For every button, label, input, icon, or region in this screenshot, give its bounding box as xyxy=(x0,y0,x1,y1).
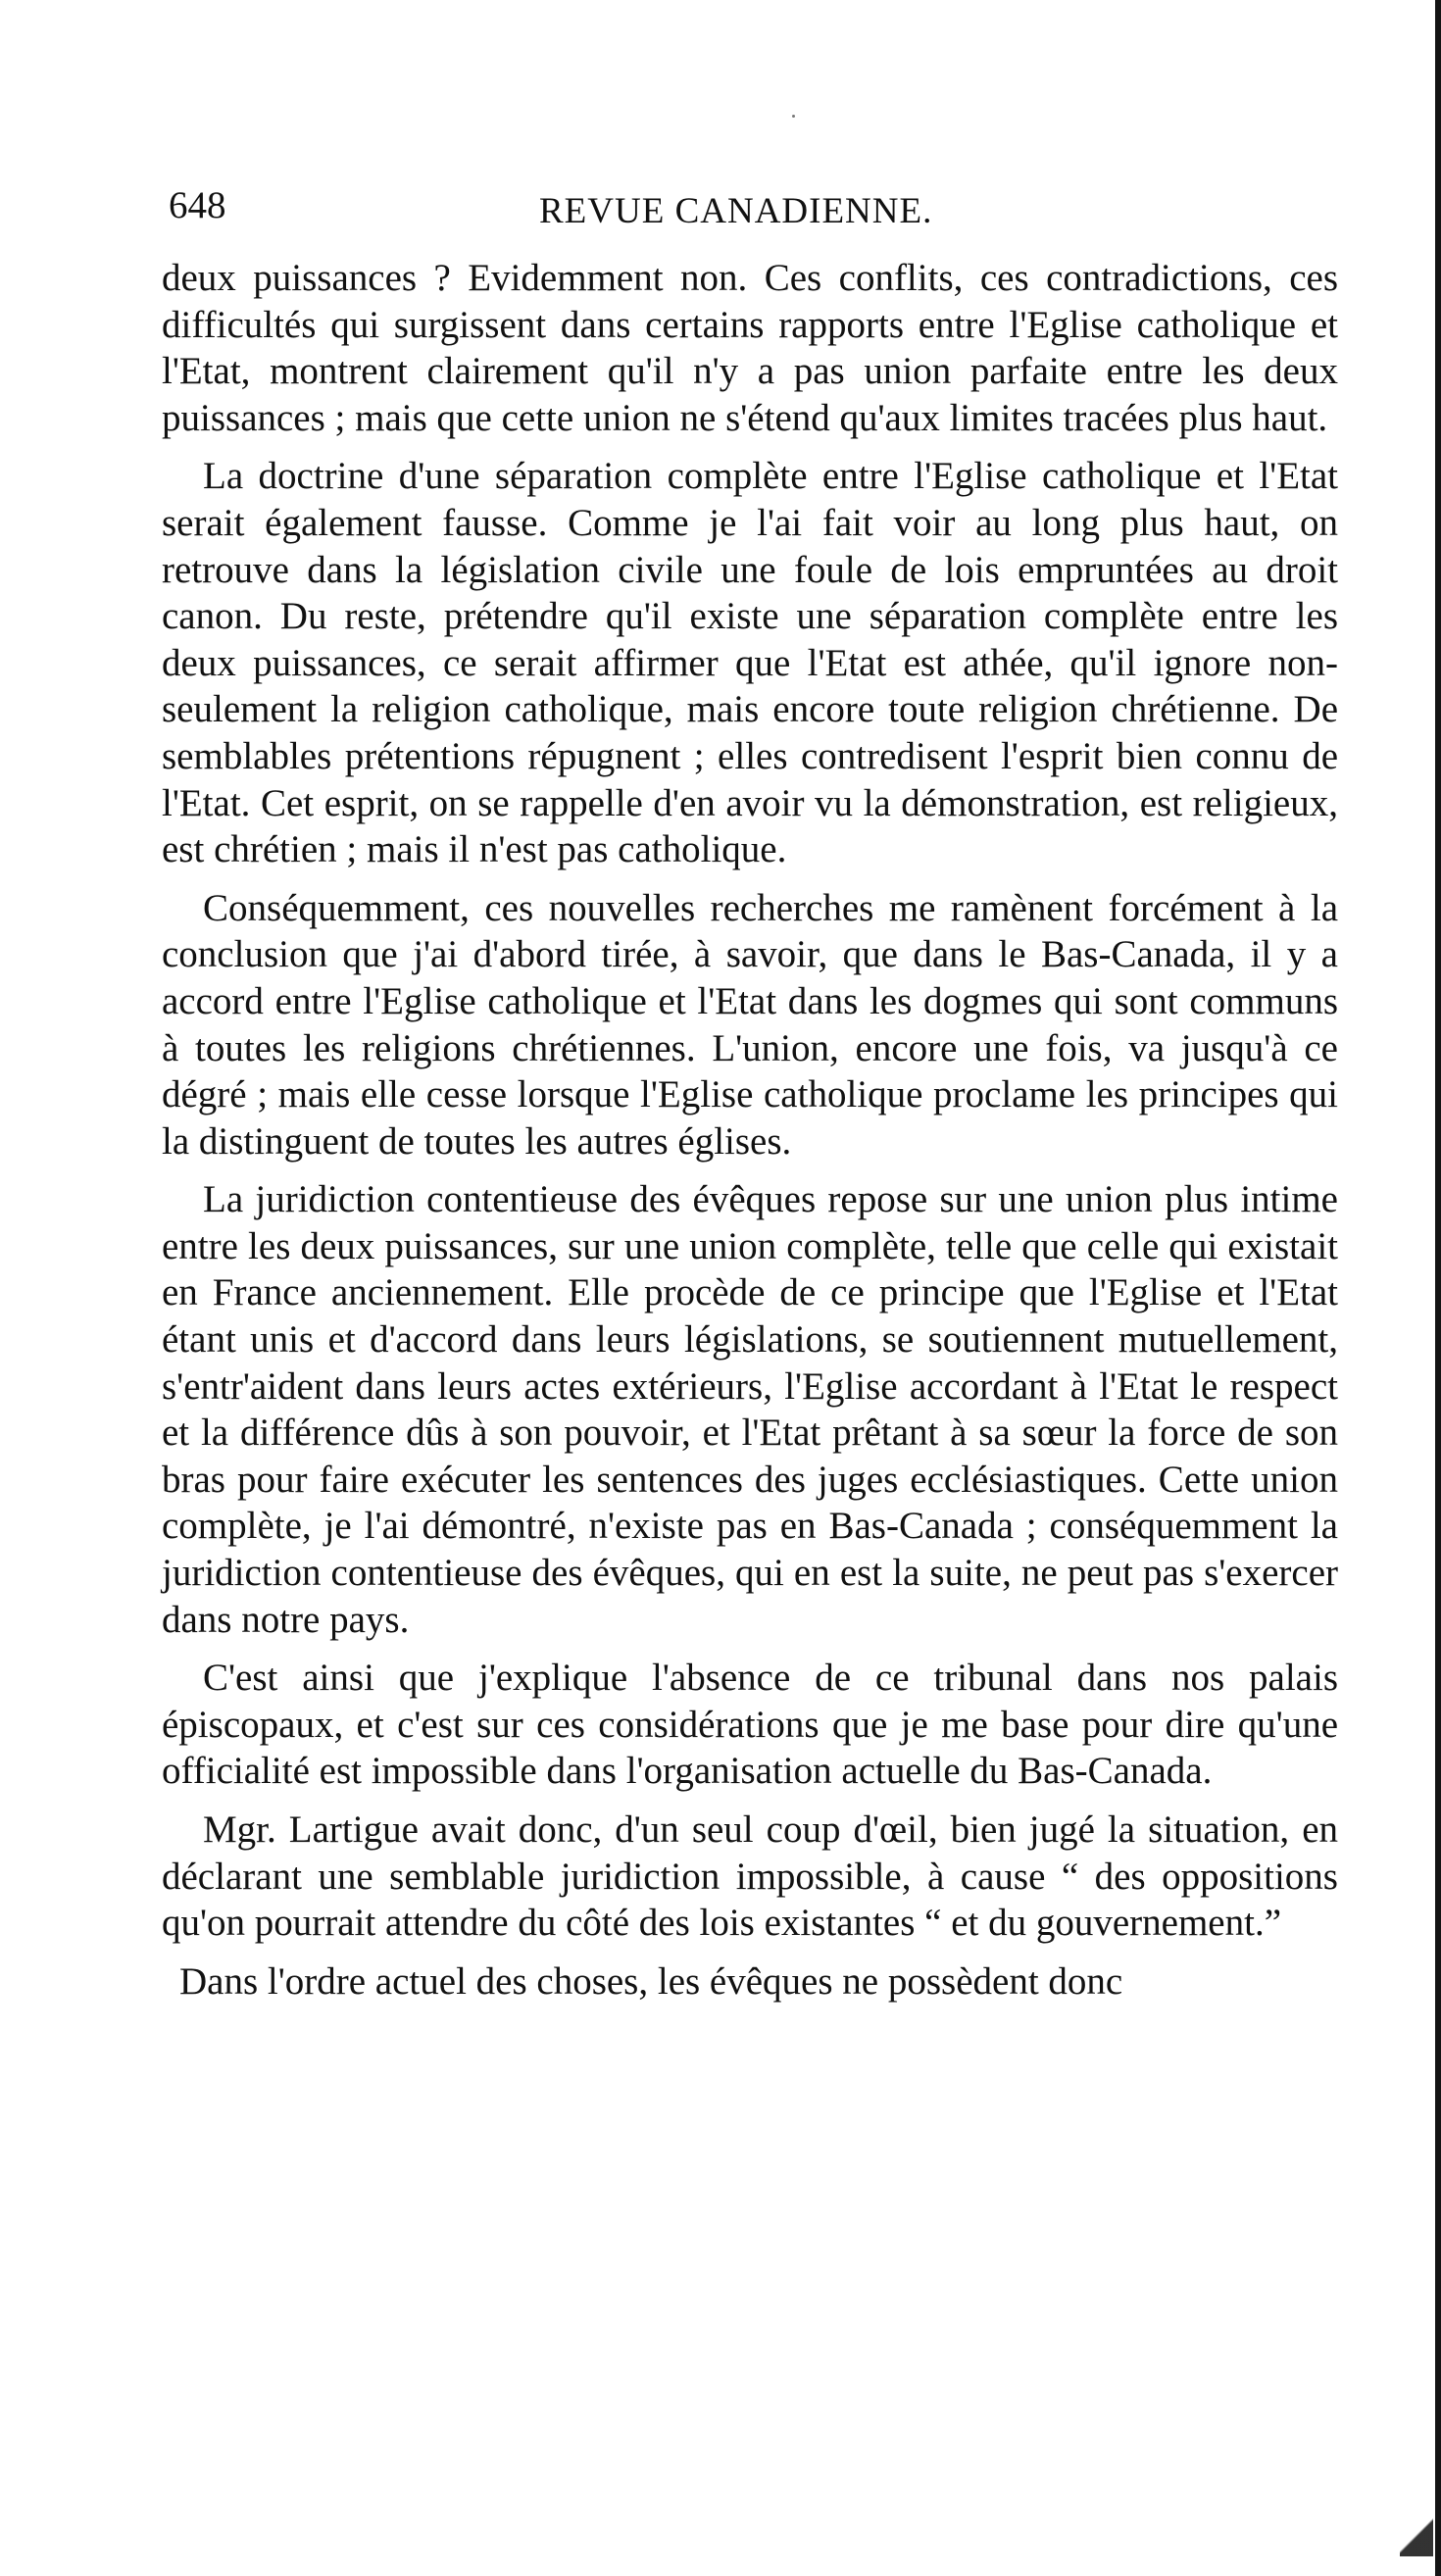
body-paragraph-6: Mgr. Lartigue avait donc, d'un seul coup d'œil, bien jugé la situation, en déclarant une semblable juridiction impossible, à cause “ des oppositions qu'on pourrait attendre du côté des lois existantes “ et du gouvernement.” xyxy=(162,1808,1338,1945)
ink-speck xyxy=(792,115,795,118)
page-edge-shadow xyxy=(1435,0,1441,2576)
body-paragraph-5: C'est ainsi que j'explique l'absence de ce tribunal dans nos palais épiscopaux, et c'est sur ces considérations que je me base pour dire qu'une officialité est impossible dans l'organisation actuelle du Bas-Canada. xyxy=(162,1657,1338,1793)
page-corner-mark xyxy=(1400,2515,1433,2556)
running-title: REVUE CANADIENNE. xyxy=(539,191,933,231)
body-paragraph-7: Dans l'ordre actuel des choses, les évêques ne possèdent donc xyxy=(179,1959,1123,2003)
page-number: 648 xyxy=(169,184,226,226)
body-paragraph-1: deux puissances ? Evidemment non. Ces conflits, ces contradictions, ces difficultés qui surgissent dans certains rapports entre l'Eglise catholique et l'Etat, montrent clairement qu'il n'y a pas union parfaite entre les deux puissances ; mais que cette union ne s'étend qu'aux limites tracées plus haut. xyxy=(162,257,1338,439)
article-body xyxy=(162,255,1338,2016)
page-header xyxy=(169,176,1340,235)
body-paragraph-2: La doctrine d'une séparation complète entre l'Eglise catholique et l'Etat serait également fausse. Comme je l'ai fait voir au long plus haut, on retrouve dans la législation civile une foule de lois empruntées au droit canon. Du reste, prétendre qu'il existe une séparation complète entre les deux puissances, ce serait affirmer que l'Etat est athée, qu'il ignore non-seulement la religion catholique, mais encore toute religion chrétienne. De semblables prétentions répugnent ; elles contredisent l'esprit bien connu de l'Etat. Cet esprit, on se rappelle d'en avoir vu la démonstration, est religieux, est chrétien ; mais il n'est pas catholique. xyxy=(162,455,1338,871)
body-paragraph-4: La juridiction contentieuse des évêques repose sur une union plus intime entre les deux puissances, sur une union complète, telle que celle qui existait en France anciennement. Elle procède de ce principe que l'Eglise et l'Etat étant unis et d'accord dans leurs législations, se soutiennent mutuellement, s'entr'aident dans leurs actes extérieurs, l'Eglise accordant à l'Etat le respect et la différence dûs à son pouvoir, et l'Etat prêtant à sa sœur la force de son bras pour faire exécuter les sentences des juges ecclésiastiques. Cette union complète, je l'ai démontré, n'existe pas en Bas-Canada ; conséquemment la juridiction contentieuse des évêques, qui en est la suite, ne peut pas s'exercer dans notre pays. xyxy=(162,1178,1338,1641)
body-paragraph-3: Conséquemment, ces nouvelles recherches me ramènent forcément à la conclusion que j'ai d'abord tirée, à savoir, que dans le Bas-Canada, il y a accord entre l'Eglise catholique et l'Etat dans les dogmes qui sont communs à toutes les religions chrétiennes. L'union, encore une fois, va jusqu'à ce dégré ; mais elle cesse lorsque l'Eglise catholique proclame les principes qui la distinguent de toutes les autres églises. xyxy=(162,886,1338,1163)
